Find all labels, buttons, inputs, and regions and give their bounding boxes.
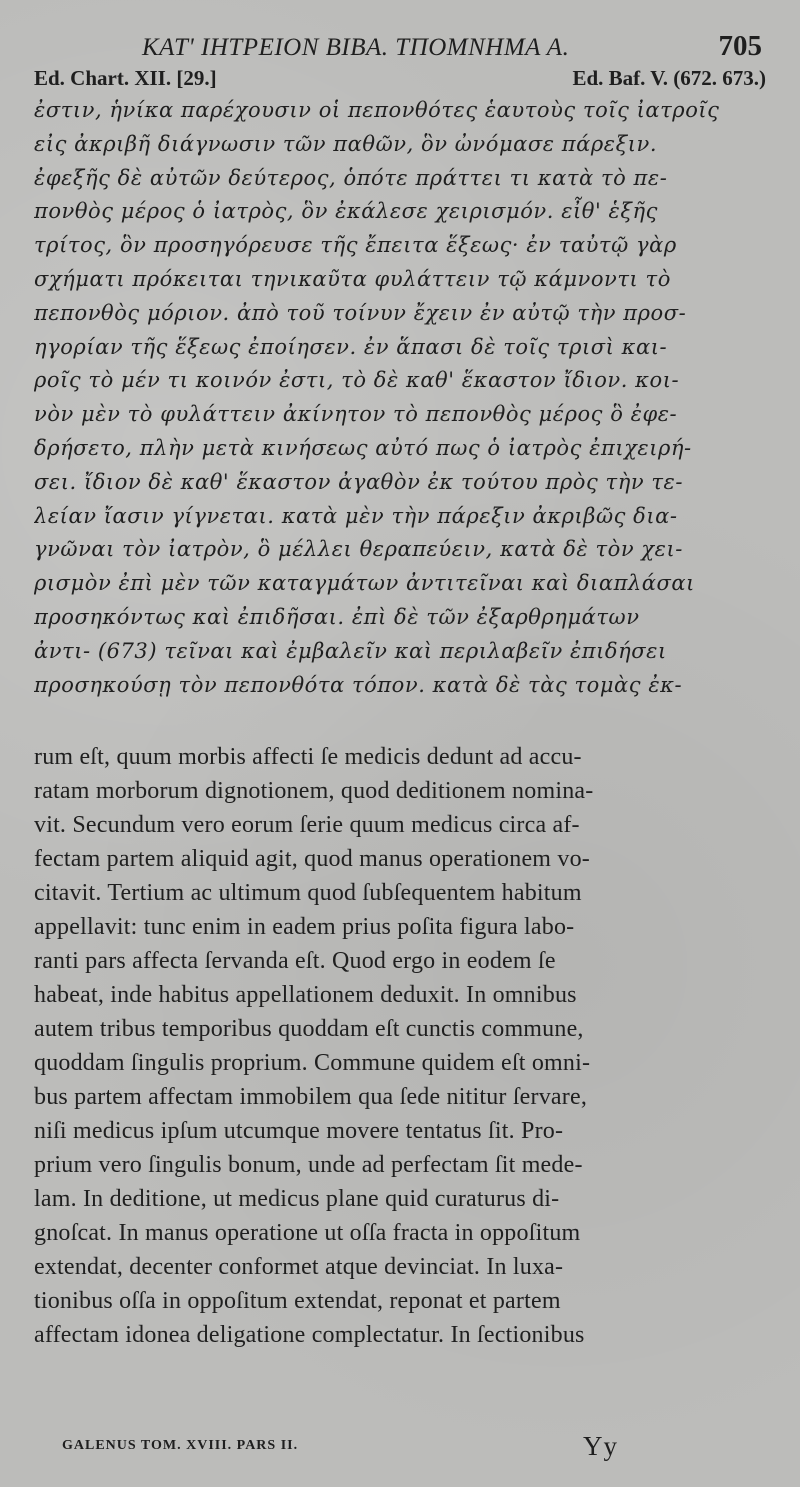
latin-text-line: vit. Secundum vero eorum ſerie quum medicus circa af- [34,812,580,839]
greek-text-line: γνῶναι τὸν ἰατρὸν, ὃ μέλλει θεραπεύειν, κατὰ δὲ τὸν χει- [34,537,683,562]
greek-text-line: πεπονθὸς μόριον. ἀπὸ τοῦ τοίνυν ἔχειν ἐν αὐτῷ τὴν προσ- [34,300,687,325]
page-footer [62,1432,766,1460]
greek-text-line: ἐφεξῆς δὲ αὐτῶν δεύτερος, ὁπότε πράττει τι κατὰ τὸ πε- [34,165,668,190]
greek-text-line: προσηκούσῃ τὸν πεπονθότα τόπον. κατὰ δὲ τὰς τομὰς ἐκ- [34,672,683,697]
greek-text-line: ηγορίαν τῆς ἕξεως ἐποίησεν. ἐν ἅπασι δὲ τοῖς τρισὶ και- [34,334,668,359]
greek-text-line: λείαν ἴασιν γίγνεται. κατὰ μὲν τὴν πάρεξιν ἀκριβῶς δια- [34,503,678,528]
latin-text-line: bus partem affectam immobilem qua ſede nititur ſervare, [34,1084,588,1111]
latin-text-line: habeat, inde habitus appellationem deduxit. In omnibus [34,982,577,1009]
section-gap [34,702,766,740]
greek-text-line: πονθὸς μέρος ὁ ἰατρὸς, ὃν ἐκάλεσε χειρισμόν. εἶθ' ἑξῆς [34,199,658,224]
latin-text-line: affectam idonea deligatione complectatur. In ſectionibus [34,1322,585,1349]
greek-text-line: ρισμὸν ἐπὶ μὲν τῶν καταγμάτων ἀντιτεῖναι καὶ διαπλάσαι [34,571,695,596]
greek-text-line: σει. ἴδιον δὲ καθ' ἕκαστον ἀγαθὸν ἐκ τούτου πρὸς τὴν τε- [34,469,684,494]
latin-text-line: quoddam ſingulis proprium. Commune quidem eſt omni- [34,1050,591,1077]
latin-text-line: autem tribus temporibus quoddam eſt cunctis commune, [34,1016,584,1043]
edition-reference-right: Ed. Baf. V. (672. 673.) [572,66,766,90]
greek-text-block [34,94,766,702]
edition-line [34,64,766,92]
printer-signature: Yy [583,1431,618,1461]
latin-text-line: citavit. Tertium ac ultimum quod ſubſequentem habitum [34,880,582,907]
latin-text-line: extendat, decenter conformet atque devinciat. In luxa- [34,1254,564,1281]
greek-text-line: ἀντι- (673) τεῖναι καὶ ἐμβαλεῖν καὶ περιλαβεῖν ἐπιδήσει [34,638,667,663]
greek-text-line: προσηκόντως καὶ ἐπιδῆσαι. ἐπὶ δὲ τῶν ἐξαρθρημάτων [34,604,640,629]
greek-text-line: ἐστιν, ἡνίκα παρέχουσιν οἱ πεπονθότες ἑαυτοὺς τοῖς ἰατροῖς [34,98,720,122]
latin-text-line: tionibus oſſa in oppoſitum extendat, reponat et partem [34,1288,561,1315]
volume-reference: GALENUS TOM. XVIII. PARS II. [62,1438,299,1453]
latin-text-line: ratam morborum dignotionem, quod deditionem nomina- [34,778,594,805]
greek-text-line: σχήματι πρόκειται τηνικαῦτα φυλάττειν τῷ κάμνοντι τὸ [34,266,671,291]
latin-text-line: niſi medicus ipſum utcumque movere tentatus ſit. Pro- [34,1118,564,1145]
greek-text-line: τρίτος, ὃν προσηγόρευσε τῆς ἔπειτα ἕξεως· ἐν ταὐτῷ γὰρ [34,233,677,258]
latin-text-line: gnoſcat. In manus operatione ut oſſa fracta in oppoſitum [34,1220,581,1247]
latin-text-line: rum eſt, quum morbis affecti ſe medicis dedunt ad accu- [34,744,582,771]
greek-text-line: δρήσετο, πλὴν μετὰ κινήσεως αὐτό πως ὁ ἰατρὸς ἐπιχειρή- [34,435,692,460]
edition-reference-left: Ed. Chart. XII. [29.] [34,66,217,90]
latin-text-block [34,740,766,1352]
greek-text-line: ροῖς τὸ μέν τι κοινόν ἐστι, τὸ δὲ καθ' ἕκαστον ἴδιον. κοι- [34,368,680,393]
page-number: 705 [718,30,762,62]
latin-text-line: appellavit: tunc enim in eadem prius poſita figura labo- [34,914,575,941]
running-title: KAT' IHTPEION BIBA. TПOMNHMA A. [142,34,570,61]
running-head [34,30,766,64]
greek-text-line: εἰς ἀκριβῆ διάγνωσιν τῶν παθῶν, ὃν ὠνόμασε πάρεξιν. [34,131,658,156]
latin-text-line: fectam partem aliquid agit, quod manus operationem vo- [34,846,590,873]
latin-text-line: prium vero ſingulis bonum, unde ad perfectam ſit mede- [34,1152,583,1179]
greek-text-line: νὸν μὲν τὸ φυλάττειν ἀκίνητον τὸ πεπονθὸς μέρος ὃ ἐφε- [34,402,678,427]
latin-text-line: lam. In deditione, ut medicus plane quid curaturus di- [34,1186,560,1213]
latin-text-line: ranti pars affecta ſervanda eſt. Quod ergo in eodem ſe [34,948,556,975]
